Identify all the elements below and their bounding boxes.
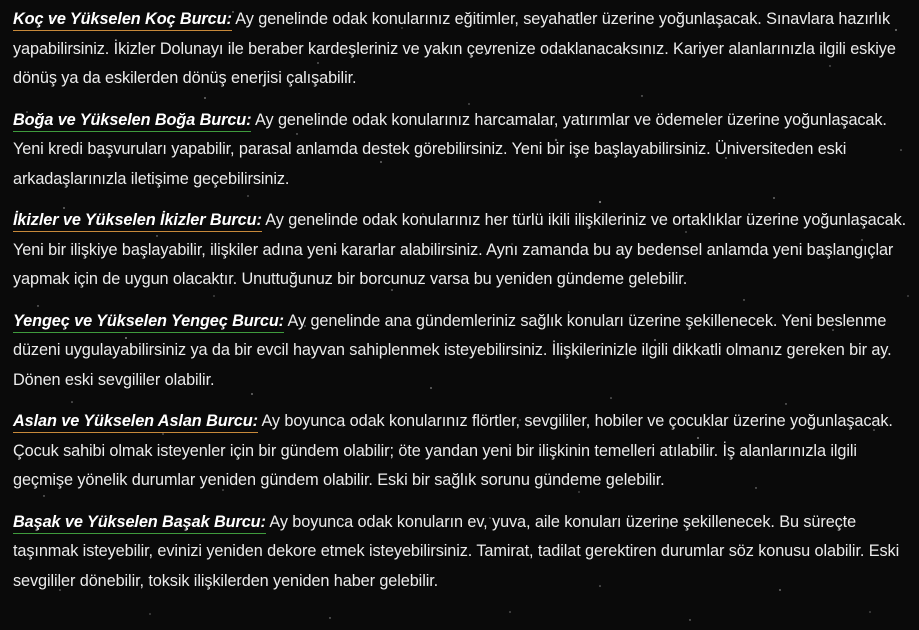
sign-text-koc: Ay genelinde odak konularınız eğitimler, seyahatler üzerine yoğunlaşacak. Sınavlara hazırlık yapabilirsiniz. İkizler Dolunayı ile beraber kardeşleriniz ve yakın çevrenize odaklanacaksınız. Kariyer alanlarınızla ilgili eskiye dönüş ya da eskilerden dönüş enerjisi çalışabilir. [13,10,896,87]
sign-text-ikizler: Ay genelinde odak konularınız her türlü ikili ilişkileriniz ve ortaklıklar üzerine yoğunlaşacak. Yeni bir ilişkiye başlayabilir, ilişkiler adına yeni kararlar alabilirsiniz. Aynı zamanda bu ay bedensel anlamda yeni başlangıçlar yapmak için de uygun olacaktır. Unuttuğunuz bir borcunuz varsa bu yeniden gündeme gelebilir. [13,211,907,288]
horoscope-entry-yengec [13,307,911,396]
horoscope-entry-boga [13,106,911,195]
horoscope-entry-koc [13,5,911,94]
sign-text-aslan: Ay boyunca odak konularınız flörtler, sevgililer, hobiler ve çocuklar üzerine yoğunlaşacak. Çocuk sahibi olmak isteyenler için bir gündem olabilir; öte yandan yeni bir ilişkinin temelleri atılabilir. İş alanlarınızla ilgili geçmişe yönelik durumlar yeniden gündem olabilir. Eski bir sağlık sorunu gündeme gelebilir. [13,412,893,489]
sign-title-aslan: Aslan ve Yükselen Aslan Burcu: [13,412,258,433]
sign-text-yengec: Ay genelinde ana gündemleriniz sağlık konuları üzerine şekillenecek. Yeni beslenme düzeni uygulayabilirsiniz ya da bir evcil hayvan sahiplenmek isteyebilirsiniz. İlişkilerinizle ilgili dikkatli olmanız gereken bir ay. Dönen eski sevgililer olabilir. [13,311,892,389]
sign-text-basak: Ay boyunca odak konuların ev, yuva, aile konuları üzerine şekillenecek. Bu süreçte taşınmak isteyebilir, evinizi yeniden dekore etmek isteyebilirsiniz. Tamirat, tadilat gerektiren durumlar söz konusu olabilir. Eski sevgililer dönebilir, toksik ilişkilerden yeniden haber gelebilir. [13,512,900,590]
horoscope-entry-ikizler [13,206,911,295]
horoscope-entry-aslan [13,407,911,496]
sign-title-ikizler: İkizler ve Yükselen İkizler Burcu: [13,211,262,232]
horoscope-entry-basak [13,508,911,597]
sign-title-basak: Başak ve Yükselen Başak Burcu: [13,513,266,534]
sign-title-boga: Boğa ve Yükselen Boğa Burcu: [13,111,251,132]
sign-title-koc: Koç ve Yükselen Koç Burcu: [13,10,232,31]
sign-title-yengec: Yengeç ve Yükselen Yengeç Burcu: [13,312,284,333]
sign-text-boga: Ay genelinde odak konularınız harcamalar, yatırımlar ve ödemeler üzerine yoğunlaşacak. Yeni kredi başvuruları yapabilir, parasal anlamda destek görebilirsiniz. Yeni bir işe başlayabilirsiniz. Üniversiteden eski arkadaşlarınızla iletişime geçebilirsiniz. [13,110,887,188]
